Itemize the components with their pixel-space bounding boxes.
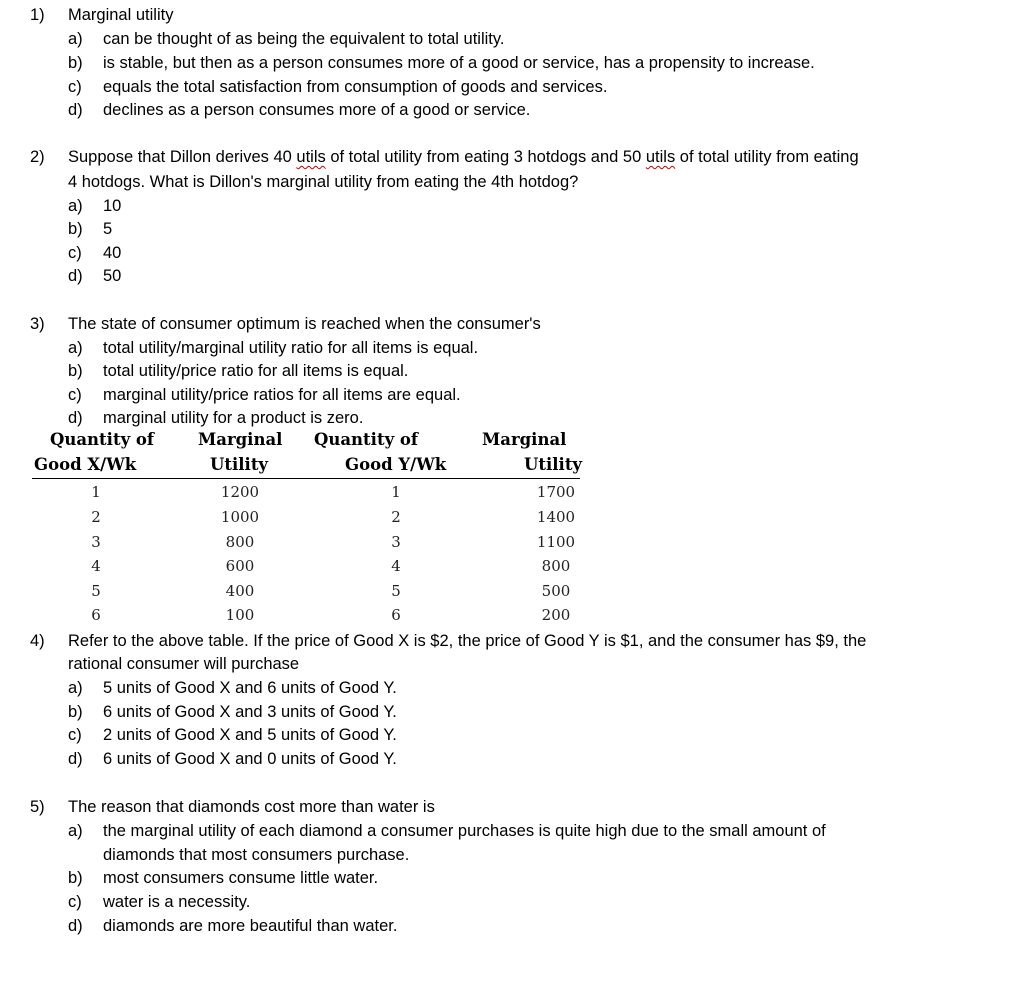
question-stem: Marginal utility bbox=[68, 6, 174, 24]
table-cell: 800 bbox=[541, 557, 571, 575]
option-letter: d) bbox=[68, 101, 83, 119]
table-cell: 6 bbox=[91, 606, 101, 624]
header-marginal-y: Utility bbox=[524, 455, 583, 474]
header-rule bbox=[32, 478, 580, 479]
table-cell: 800 bbox=[225, 533, 255, 551]
question-stem: Refer to the above table. If the price of Good X is $2, the price of Good Y is $1, and the consumer has $9, the bbox=[68, 632, 867, 650]
table-cell: 1700 bbox=[536, 483, 576, 501]
option-text: 6 units of Good X and 0 units of Good Y. bbox=[103, 750, 397, 768]
option-letter: b) bbox=[68, 703, 83, 721]
header-marginal-y: Marginal bbox=[482, 430, 567, 449]
option-letter: a) bbox=[68, 30, 83, 48]
option-text: 50 bbox=[103, 267, 122, 285]
table-cell: 200 bbox=[541, 606, 571, 624]
question-stem: Suppose that Dillon derives 40 utils of total utility from eating 3 hotdogs and 50 utils of total utility from eating bbox=[68, 148, 859, 166]
option-text: water is a necessity. bbox=[103, 893, 251, 911]
option-text: 6 units of Good X and 3 units of Good Y. bbox=[103, 703, 397, 721]
table-cell: 1100 bbox=[536, 533, 576, 551]
table-cell: 400 bbox=[225, 582, 255, 600]
option-letter: c) bbox=[68, 726, 82, 744]
header-marginal-x: Utility bbox=[210, 455, 269, 474]
table-cell: 6 bbox=[391, 606, 401, 624]
question-stem: The reason that diamonds cost more than water is bbox=[68, 798, 435, 816]
question-number: 3) bbox=[30, 315, 45, 333]
option-letter: c) bbox=[68, 78, 82, 96]
option-text: diamonds are more beautiful than water. bbox=[103, 917, 398, 935]
header-quantity-x: Quantity of bbox=[50, 430, 155, 449]
table-cell: 1200 bbox=[220, 483, 260, 501]
question-stem-line2: rational consumer will purchase bbox=[68, 655, 300, 673]
option-letter: c) bbox=[68, 244, 82, 262]
option-letter: c) bbox=[68, 386, 82, 404]
spellcheck-word: utils bbox=[645, 148, 676, 166]
table-cell: 5 bbox=[391, 582, 401, 600]
table-cell: 3 bbox=[391, 533, 401, 551]
option-text: 10 bbox=[103, 197, 122, 215]
option-text: 5 units of Good X and 6 units of Good Y. bbox=[103, 679, 397, 697]
option-text: is stable, but then as a person consumes more of a good or service, has a propensity to increase. bbox=[103, 54, 815, 72]
option-letter: a) bbox=[68, 339, 83, 357]
question-number: 5) bbox=[30, 798, 45, 816]
option-letter: a) bbox=[68, 822, 83, 840]
table-cell: 1000 bbox=[220, 508, 260, 526]
option-text: most consumers consume little water. bbox=[103, 869, 379, 887]
option-text: total utility/price ratio for all items is equal. bbox=[103, 362, 409, 380]
option-text-continued: diamonds that most consumers purchase. bbox=[103, 846, 410, 864]
question-number: 4) bbox=[30, 632, 45, 650]
option-letter: b) bbox=[68, 54, 83, 72]
question-stem: The state of consumer optimum is reached when the consumer's bbox=[68, 315, 541, 333]
utility-table bbox=[32, 429, 582, 629]
table-cell: 600 bbox=[225, 557, 255, 575]
option-text: 40 bbox=[103, 244, 122, 262]
table-cell: 5 bbox=[91, 582, 101, 600]
header-marginal-x: Marginal bbox=[198, 430, 283, 449]
option-letter: b) bbox=[68, 869, 83, 887]
table-cell: 100 bbox=[225, 606, 255, 624]
spellcheck-word: utils bbox=[296, 148, 326, 166]
table-cell: 1 bbox=[391, 483, 401, 501]
table-cell: 2 bbox=[391, 508, 401, 526]
option-letter: b) bbox=[68, 220, 83, 238]
question-number: 2) bbox=[30, 148, 45, 166]
option-text: marginal utility/price ratios for all items are equal. bbox=[103, 386, 461, 404]
header-quantity-x: Good X/Wk bbox=[34, 455, 137, 474]
option-text: the marginal utility of each diamond a consumer purchases is quite high due to the small amount of bbox=[103, 822, 826, 840]
option-text: 2 units of Good X and 5 units of Good Y. bbox=[103, 726, 397, 744]
header-quantity-y: Quantity of bbox=[314, 430, 419, 449]
option-text: declines as a person consumes more of a good or service. bbox=[103, 101, 531, 119]
option-letter: a) bbox=[68, 679, 83, 697]
table-cell: 4 bbox=[91, 557, 101, 575]
option-text: can be thought of as being the equivalent to total utility. bbox=[103, 30, 505, 48]
option-letter: b) bbox=[68, 362, 83, 380]
option-letter: d) bbox=[68, 750, 83, 768]
option-letter: d) bbox=[68, 267, 83, 285]
option-text: 5 bbox=[103, 220, 113, 238]
table-cell: 4 bbox=[391, 557, 401, 575]
option-text: marginal utility for a product is zero. bbox=[103, 409, 364, 427]
question-stem-line2: 4 hotdogs. What is Dillon's marginal utility from eating the 4th hotdog? bbox=[68, 173, 579, 191]
option-letter: d) bbox=[68, 917, 83, 935]
option-letter: a) bbox=[68, 197, 83, 215]
table-cell: 500 bbox=[541, 582, 571, 600]
question-number: 1) bbox=[30, 6, 45, 24]
header-quantity-y: Good Y/Wk bbox=[345, 455, 447, 474]
option-text: total utility/marginal utility ratio for all items is equal. bbox=[103, 339, 479, 357]
table-cell: 3 bbox=[91, 533, 101, 551]
option-text: equals the total satisfaction from consumption of goods and services. bbox=[103, 78, 608, 96]
option-letter: d) bbox=[68, 409, 83, 427]
table-cell: 2 bbox=[91, 508, 101, 526]
option-letter: c) bbox=[68, 893, 82, 911]
table-cell: 1 bbox=[91, 483, 101, 501]
table-cell: 1400 bbox=[536, 508, 576, 526]
